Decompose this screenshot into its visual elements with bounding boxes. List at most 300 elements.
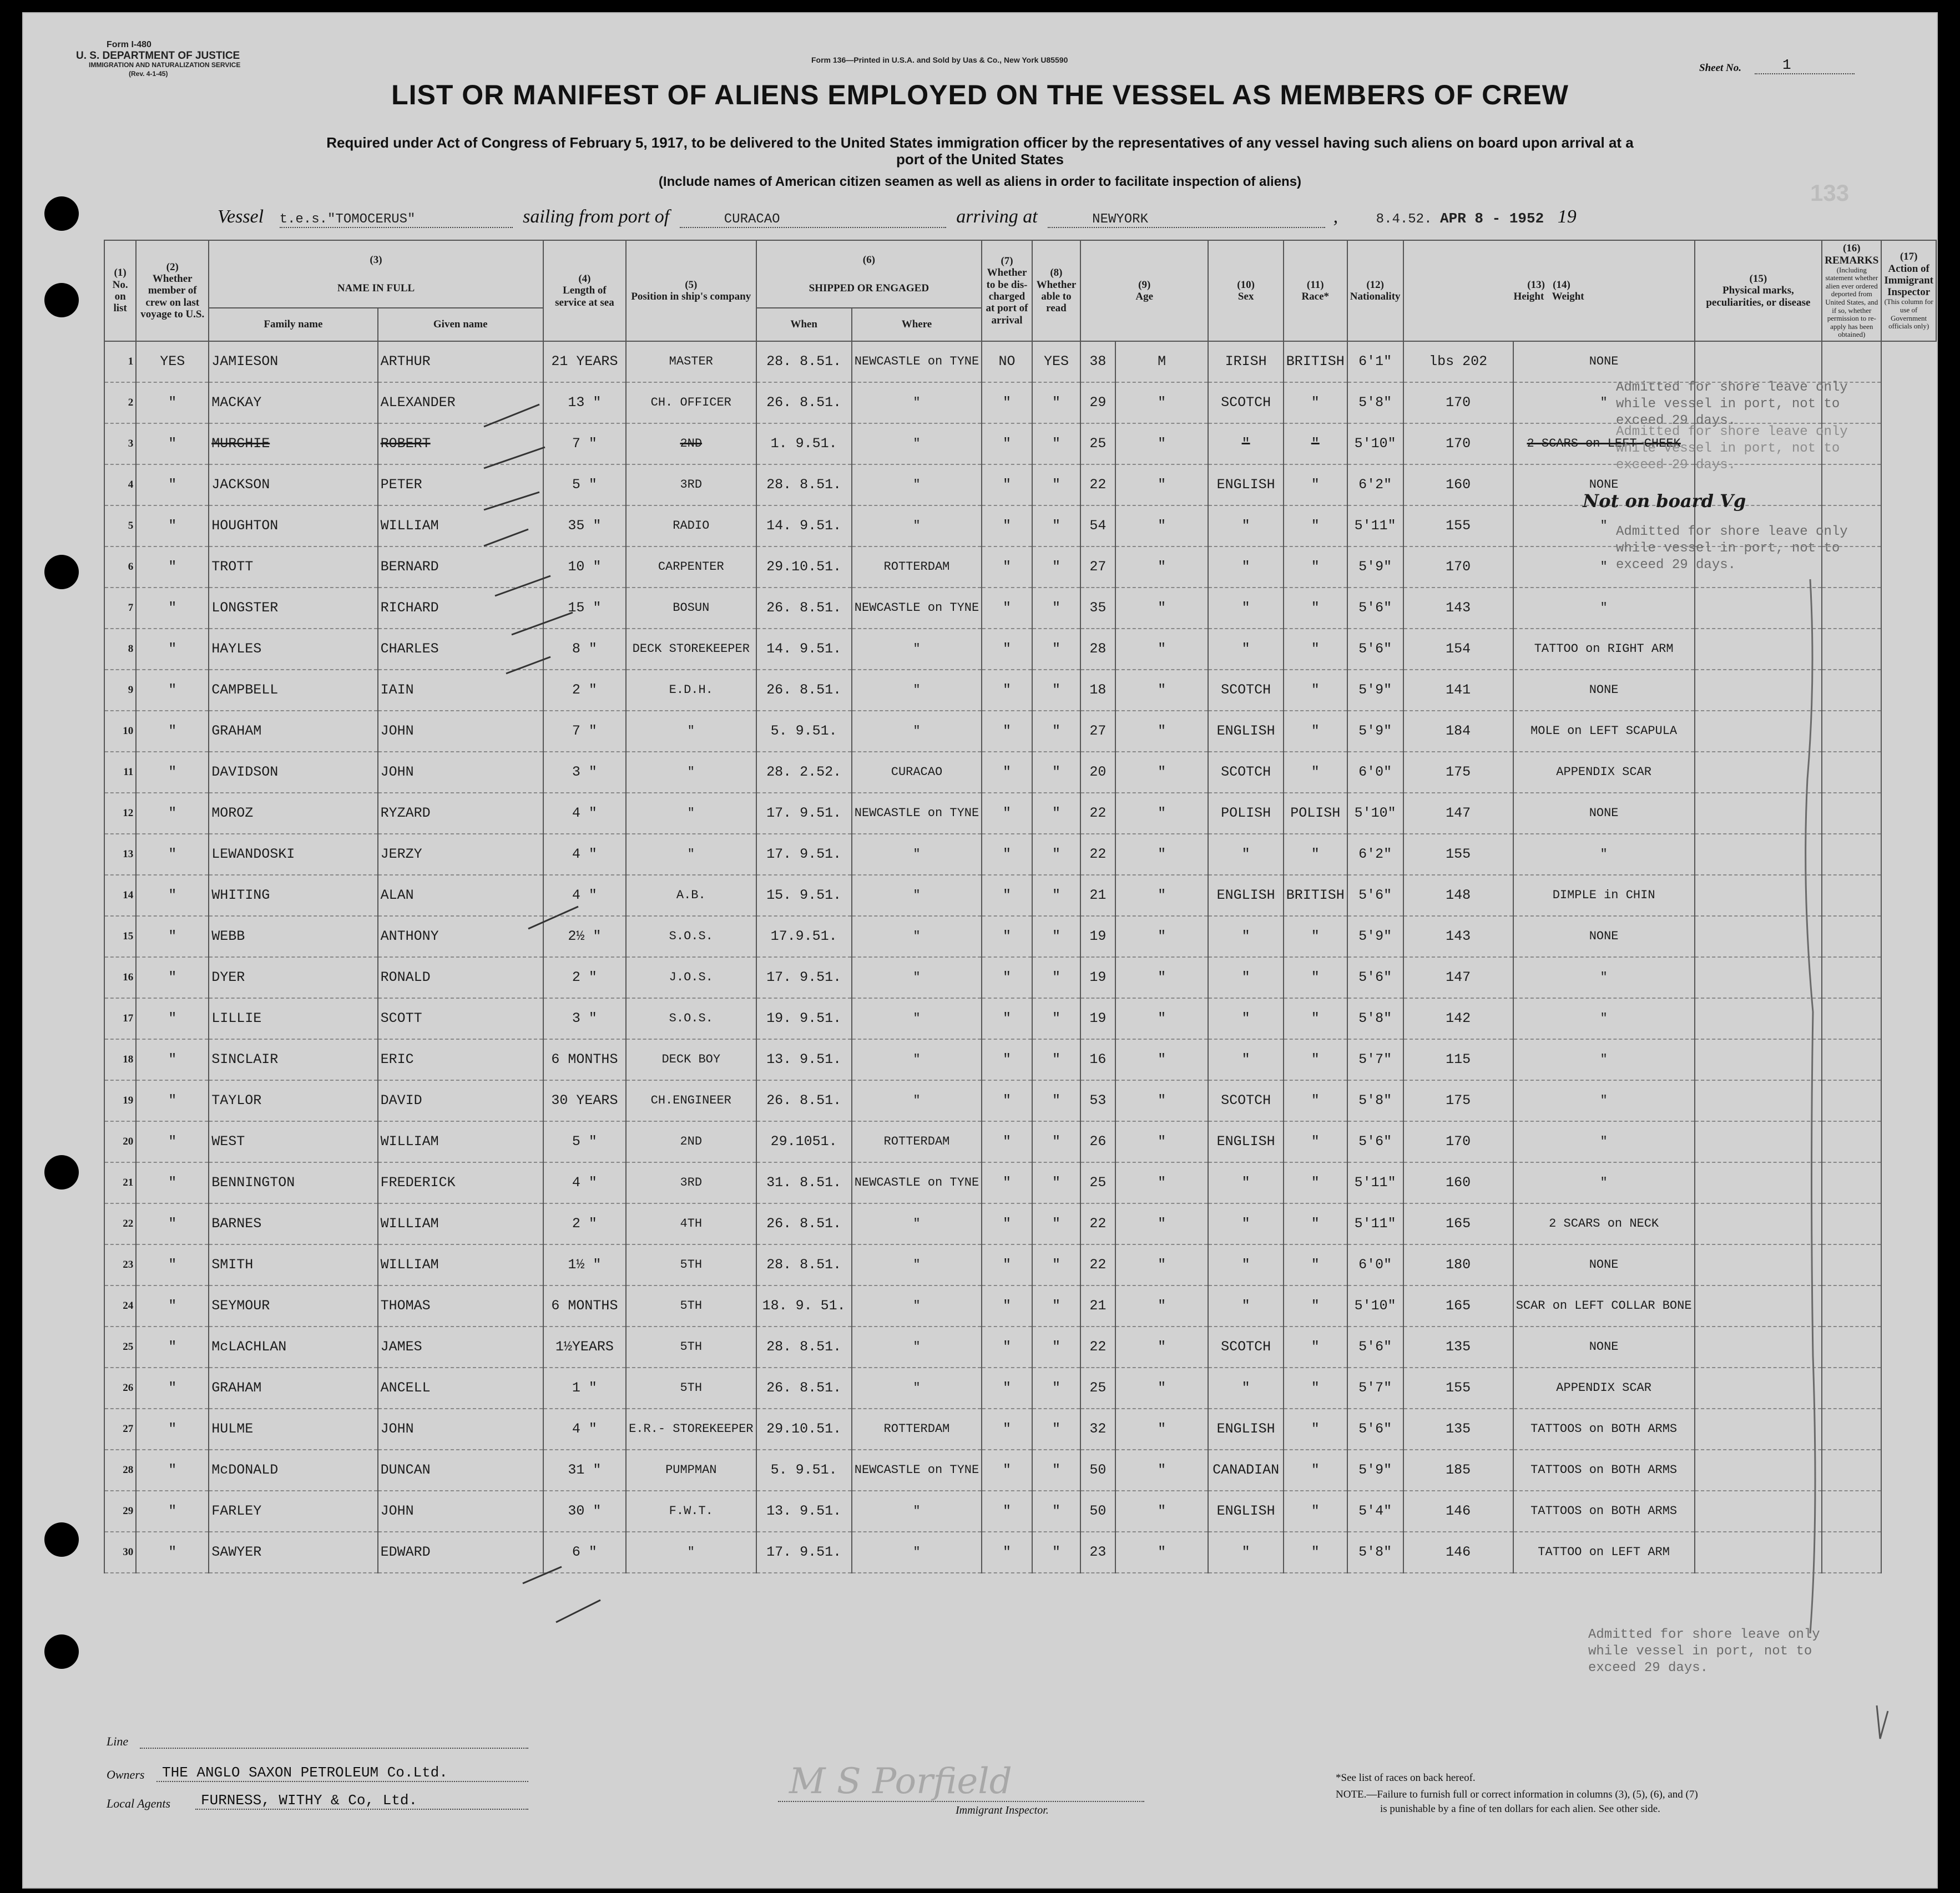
cell-read: " (1032, 505, 1080, 546)
cell-given: ARTHUR (378, 341, 543, 382)
cell-when: 19. 9.51. (756, 998, 852, 1039)
table-row (104, 711, 1936, 752)
cell-disch: " (982, 588, 1032, 629)
cell-disch: " (982, 875, 1032, 916)
cell-age: 27 (1080, 711, 1115, 752)
cell-nat: " (1284, 1162, 1347, 1203)
cell-nat: " (1284, 1450, 1347, 1491)
cell-no: 6 (104, 546, 136, 588)
cell-no: 11 (104, 752, 136, 793)
cell-weight: 155 (1403, 505, 1513, 546)
cell-position: 5TH (626, 1244, 756, 1285)
cell-nat: " (1284, 1368, 1347, 1409)
cell-when: 28. 2.52. (756, 752, 852, 793)
cell-weight: 175 (1403, 1080, 1513, 1121)
cell-weight: 184 (1403, 711, 1513, 752)
cell-given: PETER (378, 464, 543, 505)
cell-family: GRAHAM (209, 1368, 377, 1409)
cell-service: 3 " (543, 998, 626, 1039)
cell-weight: 160 (1403, 1162, 1513, 1203)
cell-marks: " (1513, 957, 1695, 998)
cell-where: " (852, 875, 982, 916)
cell-height: 5'6" (1347, 1409, 1403, 1450)
cell-family: DAVIDSON (209, 752, 377, 793)
cell-given: WILLIAM (378, 1244, 543, 1285)
cell-last: " (136, 382, 209, 423)
cell-where: ROTTERDAM (852, 1409, 982, 1450)
cell-disch: " (982, 957, 1032, 998)
cell-when: 17.9.51. (756, 916, 852, 957)
cell-when: 15. 9.51. (756, 875, 852, 916)
cell-race: SCOTCH (1208, 382, 1283, 423)
cell-no: 23 (104, 1244, 136, 1285)
cell-marks: 2 SCARS on NECK (1513, 1203, 1695, 1244)
cell-marks: " (1513, 1080, 1695, 1121)
cell-when: 26. 8.51. (756, 1080, 852, 1121)
cell-nat: " (1284, 1327, 1347, 1368)
cell-when: 17. 9.51. (756, 834, 852, 875)
cell-when: 26. 8.51. (756, 1203, 852, 1244)
col-header-no: (1) No. on list (104, 240, 136, 341)
cell-service: 5 " (543, 1121, 626, 1162)
cell-service: 6 MONTHS (543, 1039, 626, 1080)
cell-when: 17. 9.51. (756, 793, 852, 834)
cell-when: 29.10.51. (756, 546, 852, 588)
cell-height: 5'7" (1347, 1039, 1403, 1080)
cell-action (1822, 341, 1881, 382)
cell-last: " (136, 1450, 209, 1491)
cell-no: 12 (104, 793, 136, 834)
cell-service: 2 " (543, 670, 626, 711)
cell-no: 9 (104, 670, 136, 711)
cell-disch: " (982, 464, 1032, 505)
cell-weight: 155 (1403, 834, 1513, 875)
cell-disch: " (982, 505, 1032, 546)
cell-last: " (136, 546, 209, 588)
cell-marks: NONE (1513, 1244, 1695, 1285)
cell-when: 5. 9.51. (756, 711, 852, 752)
cell-weight: 143 (1403, 916, 1513, 957)
cell-age: 21 (1080, 875, 1115, 916)
cell-height: 5'11" (1347, 1162, 1403, 1203)
cell-given: JOHN (378, 711, 543, 752)
table-row (104, 1368, 1936, 1409)
cell-age: 19 (1080, 998, 1115, 1039)
punch-hole (44, 196, 79, 231)
cell-position: S.O.S. (626, 916, 756, 957)
cell-when: 18. 9. 51. (756, 1285, 852, 1327)
cell-last: " (136, 834, 209, 875)
cell-race: SCOTCH (1208, 1327, 1283, 1368)
cell-position: " (626, 1532, 756, 1573)
cell-age: 19 (1080, 957, 1115, 998)
cell-where: " (852, 1327, 982, 1368)
col-header-nationality: (12) Nationality (1347, 240, 1403, 341)
cell-weight: 165 (1403, 1203, 1513, 1244)
table-row (104, 875, 1936, 916)
cell-family: SINCLAIR (209, 1039, 377, 1080)
cell-when: 31. 8.51. (756, 1162, 852, 1203)
cell-last: " (136, 998, 209, 1039)
cell-last: " (136, 752, 209, 793)
cell-disch: " (982, 1080, 1032, 1121)
cell-sex: " (1115, 1039, 1209, 1080)
cell-disch: " (982, 1121, 1032, 1162)
cell-action (1822, 1327, 1881, 1368)
cell-disch: " (982, 423, 1032, 464)
cell-where: " (852, 998, 982, 1039)
cell-weight: 148 (1403, 875, 1513, 916)
cell-remarks (1695, 1450, 1822, 1491)
cell-read: " (1032, 1327, 1080, 1368)
cell-marks: " (1513, 546, 1695, 588)
line-label: Line (107, 1734, 129, 1748)
cell-position: CH.ENGINEER (626, 1080, 756, 1121)
arriving-label: arriving at (956, 206, 1038, 227)
cell-remarks (1695, 1327, 1822, 1368)
cell-height: 6'0" (1347, 1244, 1403, 1285)
port-to: NEWYORK (1048, 212, 1325, 228)
cell-when: 26. 8.51. (756, 382, 852, 423)
cell-when: 26. 8.51. (756, 670, 852, 711)
cell-service: 2½ " (543, 916, 626, 957)
cell-read: " (1032, 752, 1080, 793)
revision-label: (Rev. 4-1-45) (129, 70, 168, 78)
cell-when: 29.10.51. (756, 1409, 852, 1450)
cell-sex: " (1115, 916, 1209, 957)
cell-position: BOSUN (626, 588, 756, 629)
cell-height: 5'6" (1347, 957, 1403, 998)
cell-age: 28 (1080, 629, 1115, 670)
cell-read: " (1032, 1080, 1080, 1121)
table-row (104, 916, 1936, 957)
cell-action (1822, 957, 1881, 998)
printer-note: Form 136—Printed in U.S.A. and Sold by Uas & Co., New York U85590 (811, 55, 1068, 64)
cell-height: 5'9" (1347, 711, 1403, 752)
cell-position: 2ND (626, 1121, 756, 1162)
cell-age: 35 (1080, 588, 1115, 629)
cell-last: " (136, 711, 209, 752)
col-header-name: (3) NAME IN FULL (209, 240, 543, 308)
cell-service: 4 " (543, 1162, 626, 1203)
table-row (104, 1285, 1936, 1327)
cell-read: " (1032, 1039, 1080, 1080)
col-header-shipped: (6) SHIPPED OR ENGAGED (756, 240, 982, 308)
cell-remarks (1695, 752, 1822, 793)
cell-last: " (136, 423, 209, 464)
cell-sex: " (1115, 1491, 1209, 1532)
cell-read: " (1032, 793, 1080, 834)
cell-age: 25 (1080, 1368, 1115, 1409)
cell-age: 50 (1080, 1491, 1115, 1532)
cell-last: " (136, 793, 209, 834)
cell-where: NEWCASTLE on TYNE (852, 588, 982, 629)
punch-hole (44, 555, 79, 589)
cell-nat: " (1284, 1203, 1347, 1244)
cell-no: 14 (104, 875, 136, 916)
cell-remarks (1695, 957, 1822, 998)
cell-family: WEST (209, 1121, 377, 1162)
cell-service: 4 " (543, 875, 626, 916)
cell-no: 13 (104, 834, 136, 875)
cell-age: 29 (1080, 382, 1115, 423)
cell-family: SEYMOUR (209, 1285, 377, 1327)
cell-height: 5'8" (1347, 1532, 1403, 1573)
cell-read: " (1032, 1285, 1080, 1327)
cell-service: 10 " (543, 546, 626, 588)
cell-family: HAYLES (209, 629, 377, 670)
col-header-given: Given name (378, 308, 543, 341)
cell-marks: " (1513, 1121, 1695, 1162)
owners-label: Owners (107, 1768, 145, 1781)
cell-remarks (1695, 711, 1822, 752)
cell-where: " (852, 1244, 982, 1285)
stamp-number: 133 (1810, 180, 1850, 206)
cell-marks: " (1513, 1039, 1695, 1080)
cell-remarks (1695, 1121, 1822, 1162)
col-header-position: (5) Position in ship's company (626, 240, 756, 341)
cell-family: HOUGHTON (209, 505, 377, 546)
cell-nat: " (1284, 588, 1347, 629)
cell-last: " (136, 1409, 209, 1450)
cell-where: ROTTERDAM (852, 1121, 982, 1162)
cell-given: DUNCAN (378, 1450, 543, 1491)
penalty-note-1: NOTE.—Failure to furnish full or correct information in columns (3), (5), (6), and (7) (1336, 1789, 1698, 1800)
cell-race: " (1208, 916, 1283, 957)
cell-age: 22 (1080, 1244, 1115, 1285)
cell-action (1822, 1368, 1881, 1409)
cell-disch: " (982, 711, 1032, 752)
cell-age: 27 (1080, 546, 1115, 588)
col-header-height-weight: (13) (14) Height Weight (1403, 240, 1695, 341)
cell-height: 5'11" (1347, 1203, 1403, 1244)
cell-disch: " (982, 998, 1032, 1039)
cell-sex: " (1115, 1244, 1209, 1285)
cell-given: ANCELL (378, 1368, 543, 1409)
cell-read: " (1032, 1203, 1080, 1244)
punch-hole (44, 283, 79, 317)
col-header-remarks: (16) REMARKS (Including statement whether alien ever ordered deported from United States, and if so, whether permission to re-apply has been obtained) (1822, 240, 1881, 341)
cell-sex: " (1115, 1203, 1209, 1244)
agents-value: FURNESS, WITHY & Co, Ltd. (201, 1792, 418, 1809)
date-stamp: APR 8 - 1952 (1440, 210, 1544, 227)
cell-height: 6'2" (1347, 834, 1403, 875)
cell-remarks (1695, 1039, 1822, 1080)
cell-where: " (852, 1285, 982, 1327)
cell-when: 26. 8.51. (756, 1368, 852, 1409)
cell-when: 17. 9.51. (756, 957, 852, 998)
cell-marks: TATTOO on RIGHT ARM (1513, 629, 1695, 670)
cell-given: DAVID (378, 1080, 543, 1121)
cell-age: 22 (1080, 793, 1115, 834)
cell-height: 5'8" (1347, 382, 1403, 423)
cell-no: 8 (104, 629, 136, 670)
cell-marks: MOLE on LEFT SCAPULA (1513, 711, 1695, 752)
cell-given: EDWARD (378, 1532, 543, 1573)
cell-position: 5TH (626, 1368, 756, 1409)
cell-height: 6'0" (1347, 752, 1403, 793)
table-row (104, 752, 1936, 793)
cell-weight: 170 (1403, 546, 1513, 588)
remark-row-4: Admitted for shore leave only while vessel in port, not to exceed 29 days. (1616, 524, 1848, 573)
cell-race: " (1208, 1162, 1283, 1203)
cell-when: 14. 9.51. (756, 629, 852, 670)
cell-height: 5'10" (1347, 1285, 1403, 1327)
table-row (104, 1409, 1936, 1450)
col-header-last-voyage: (2) Whether member of crew on last voyage to U.S. (136, 240, 209, 341)
cell-last: " (136, 1203, 209, 1244)
cell-action (1822, 1121, 1881, 1162)
owners-value: THE ANGLO SAXON PETROLEUM Co.Ltd. (162, 1764, 448, 1781)
cell-nat: " (1284, 916, 1347, 957)
cell-disch: " (982, 1285, 1032, 1327)
cell-read: " (1032, 711, 1080, 752)
cell-sex: " (1115, 957, 1209, 998)
table-row (104, 1080, 1936, 1121)
cell-family: SAWYER (209, 1532, 377, 1573)
cell-race: " (1208, 834, 1283, 875)
cell-family: LEWANDOSKI (209, 834, 377, 875)
cell-race: " (1208, 546, 1283, 588)
cell-family: JACKSON (209, 464, 377, 505)
cell-sex: " (1115, 505, 1209, 546)
cell-read: " (1032, 916, 1080, 957)
cell-height: 5'9" (1347, 916, 1403, 957)
cell-disch: " (982, 1244, 1032, 1285)
cell-height: 5'9" (1347, 546, 1403, 588)
cell-where: CURACAO (852, 752, 982, 793)
cell-where: " (852, 957, 982, 998)
cell-where: ROTTERDAM (852, 546, 982, 588)
cell-height: 6'2" (1347, 464, 1403, 505)
cell-remarks (1695, 341, 1822, 382)
cell-no: 17 (104, 998, 136, 1039)
cell-remarks (1695, 793, 1822, 834)
cell-when: 13. 9.51. (756, 1039, 852, 1080)
cell-when: 1. 9.51. (756, 423, 852, 464)
cell-marks: " (1513, 588, 1695, 629)
cell-disch: " (982, 793, 1032, 834)
cell-given: ALAN (378, 875, 543, 916)
cell-no: 20 (104, 1121, 136, 1162)
cell-no: 4 (104, 464, 136, 505)
cell-race: ENGLISH (1208, 1491, 1283, 1532)
cell-read: " (1032, 1491, 1080, 1532)
cell-no: 5 (104, 505, 136, 546)
cell-height: 5'4" (1347, 1491, 1403, 1532)
cell-given: THOMAS (378, 1285, 543, 1327)
cell-nat: " (1284, 464, 1347, 505)
cell-height: 5'6" (1347, 1121, 1403, 1162)
cell-disch: NO (982, 341, 1032, 382)
cell-given: JERZY (378, 834, 543, 875)
cell-no: 28 (104, 1450, 136, 1491)
cell-when: 26. 8.51. (756, 588, 852, 629)
cell-race: IRISH (1208, 341, 1283, 382)
cell-disch: " (982, 1203, 1032, 1244)
cell-age: 50 (1080, 1450, 1115, 1491)
remark-row-1: Admitted for shore leave only while vessel in port, not to exceed 29 days. (1616, 380, 1848, 428)
cell-position: E.R.- STOREKEEPER (626, 1409, 756, 1450)
cell-read: " (1032, 588, 1080, 629)
cell-position: S.O.S. (626, 998, 756, 1039)
cell-family: MURCHIE (209, 423, 377, 464)
cell-race: ENGLISH (1208, 875, 1283, 916)
cell-family: MACKAY (209, 382, 377, 423)
cell-action (1822, 752, 1881, 793)
cell-sex: " (1115, 1532, 1209, 1573)
cell-given: ROBERT (378, 423, 543, 464)
sheet-label: Sheet No. (1699, 62, 1741, 74)
table-row (104, 1450, 1936, 1491)
cell-age: 16 (1080, 1039, 1115, 1080)
cell-family: TROTT (209, 546, 377, 588)
cell-nat: " (1284, 505, 1347, 546)
cell-no: 3 (104, 423, 136, 464)
cell-age: 19 (1080, 916, 1115, 957)
cell-when: 13. 9.51. (756, 1491, 852, 1532)
cell-read: " (1032, 998, 1080, 1039)
cell-weight: 165 (1403, 1285, 1513, 1327)
cell-sex: " (1115, 382, 1209, 423)
cell-read: " (1032, 834, 1080, 875)
cell-weight: 135 (1403, 1327, 1513, 1368)
cell-weight: 170 (1403, 1121, 1513, 1162)
cell-where: " (852, 916, 982, 957)
punch-hole (44, 1634, 79, 1669)
cell-where: " (852, 1203, 982, 1244)
cell-last: " (136, 957, 209, 998)
cell-service: 4 " (543, 1409, 626, 1450)
cell-read: " (1032, 464, 1080, 505)
cell-weight: 154 (1403, 629, 1513, 670)
cell-sex: " (1115, 711, 1209, 752)
cell-race: " (1208, 505, 1283, 546)
cell-disch: " (982, 1327, 1032, 1368)
cell-race: " (1208, 1285, 1283, 1327)
cell-age: 21 (1080, 1285, 1115, 1327)
cell-where: " (852, 1039, 982, 1080)
cell-last: " (136, 1244, 209, 1285)
cell-service: 15 " (543, 588, 626, 629)
cell-last: " (136, 1285, 209, 1327)
table-row (104, 1121, 1936, 1162)
cell-remarks (1695, 1080, 1822, 1121)
cell-service: 1½ " (543, 1244, 626, 1285)
cell-sex: " (1115, 1327, 1209, 1368)
cell-service: 8 " (543, 629, 626, 670)
cell-action (1822, 1285, 1881, 1327)
cell-service: 6 " (543, 1532, 626, 1573)
handwritten-note-row-3: Not on board Vg (1583, 490, 1746, 512)
cell-nat: " (1284, 382, 1347, 423)
penalty-note-2: is punishable by a fine of ten dollars for each alien. See other side. (1380, 1803, 1660, 1815)
cell-race: " (1208, 1203, 1283, 1244)
cell-nat: " (1284, 670, 1347, 711)
cell-no: 30 (104, 1532, 136, 1573)
cell-given: WILLIAM (378, 1203, 543, 1244)
cell-family: MOROZ (209, 793, 377, 834)
cell-where: " (852, 1532, 982, 1573)
cell-position: " (626, 752, 756, 793)
cell-marks: " (1513, 382, 1695, 423)
table-row (104, 834, 1936, 875)
cell-weight: 115 (1403, 1039, 1513, 1080)
cell-weight: 170 (1403, 423, 1513, 464)
cell-where: " (852, 670, 982, 711)
cell-service: 7 " (543, 423, 626, 464)
cell-family: McLACHLAN (209, 1327, 377, 1368)
